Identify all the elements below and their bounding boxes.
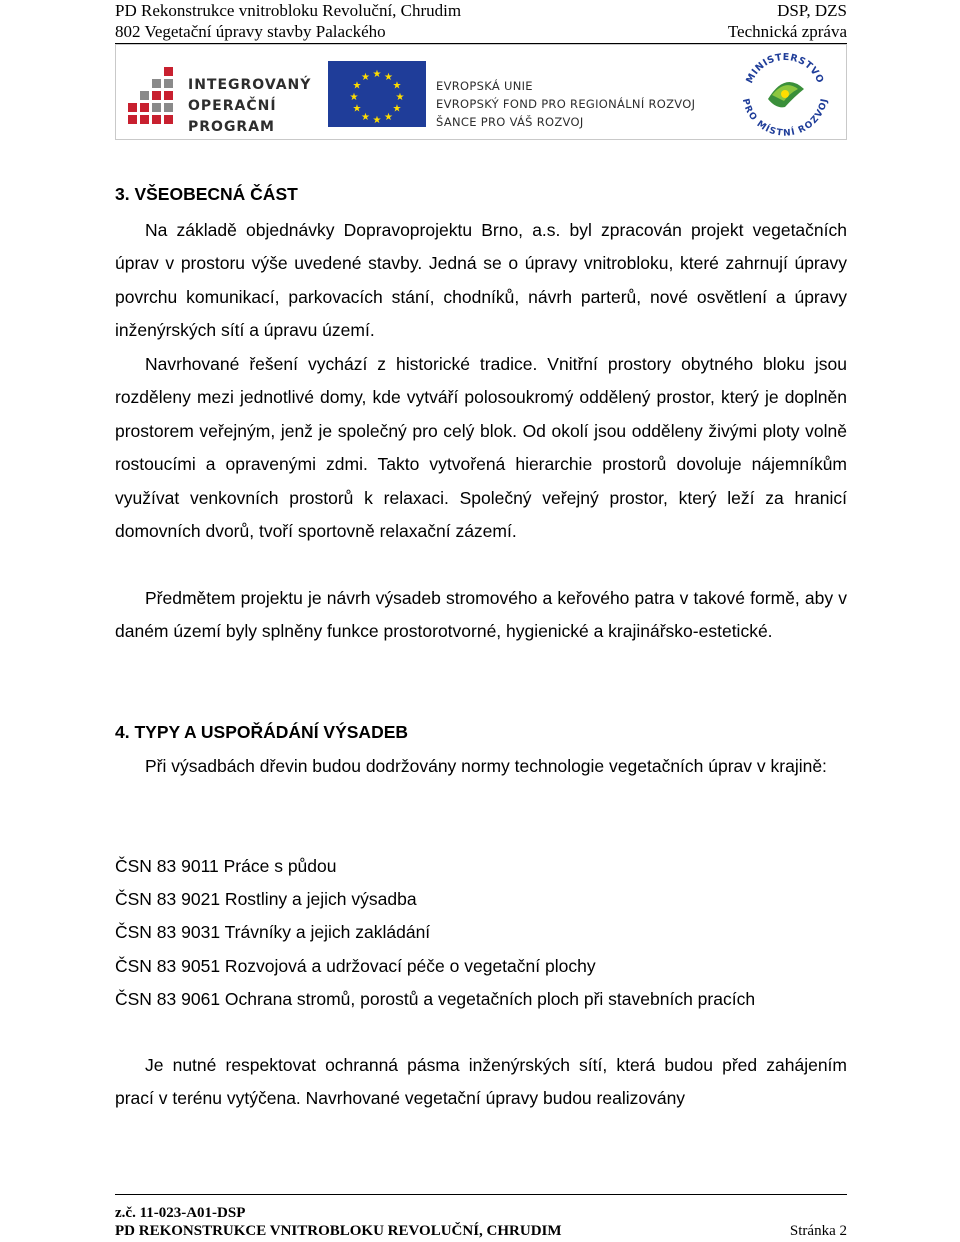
iop-line-1: INTEGROVANÝ <box>188 77 312 93</box>
mmr-logo <box>738 49 832 137</box>
svg-text:★: ★ <box>349 92 359 103</box>
svg-text:★: ★ <box>352 80 362 92</box>
standard-item: ČSN 83 9051 Rozvojová a udržovací péče o vegetační plochy <box>115 956 596 976</box>
standard-item: ČSN 83 9021 Rostliny a jejich výsadba <box>115 889 417 909</box>
standard-item: ČSN 83 9061 Ochrana stromů, porostů a vegetačních ploch při stavebních pracích <box>115 989 756 1009</box>
section-3-paragraph-2-text: Navrhované řešení vychází z historické tradice. Vnitřní prostory obytného bloku jsou rozděleny mezi jednotlivé domy, kde vytváří polosoukromý oddělený prostor, který je doplněn prostorem veřejným, jenž je společný pro celý blok. Od okolí jsou odděleny živými ploty volně rostoucími a opravenými zdmi. Takto vytvořená hierarchie prostorů dovoluje nájemníkům využívat venkovních prostorů k relaxaci. Společný veřejný prostor, který leží za hranicí domovních dvorů, tvoří sportovně relaxační zázemí. <box>115 354 847 542</box>
eu-line-1: EVROPSKÁ UNIE <box>436 79 533 93</box>
page-header <box>115 0 847 44</box>
standard-item: ČSN 83 9031 Trávníky a jejich zakládání <box>115 922 431 942</box>
section-3-heading: 3. VŠEOBECNÁ ČÁST <box>115 184 298 204</box>
section-3-paragraph-3-text: Předmětem projektu je návrh výsadeb stromového a keřového patra v takové formě, aby v daném území byly splněny funkce prostorotvorné, hygienické a krajinářsko-estetické. <box>115 588 847 642</box>
mmr-bottom-text: PRO MÍSTNÍ ROZVOJ <box>739 97 831 137</box>
svg-text:★: ★ <box>352 103 362 115</box>
svg-text:MINISTERSTVO <box>744 52 825 85</box>
svg-text:★: ★ <box>395 92 405 103</box>
footer-project-code: z.č. 11-023-A01-DSP <box>115 1205 246 1221</box>
eu-line-3: ŠANCE PRO VÁŠ ROZVOJ <box>436 115 584 129</box>
svg-text:★: ★ <box>392 80 402 92</box>
iop-line-3: PROGRAM <box>188 119 275 135</box>
svg-text:★: ★ <box>384 112 393 123</box>
section-3-paragraph-1 <box>115 214 847 348</box>
svg-text:★: ★ <box>392 103 402 115</box>
section-4-heading: 4. TYPY A USPOŘÁDÁNÍ VÝSADEB <box>115 722 409 742</box>
svg-text:★: ★ <box>372 115 382 126</box>
mmr-top-text: MINISTERSTVO <box>744 51 826 86</box>
header-project-title: PD Rekonstrukce vnitrobloku Revoluční, Chrudim <box>115 1 462 20</box>
svg-text:★: ★ <box>361 72 370 83</box>
iop-logo-mark <box>128 63 184 125</box>
svg-text:★: ★ <box>361 112 370 123</box>
standard-item: ČSN 83 9011 Práce s půdou <box>115 856 337 876</box>
section-3-paragraph-3 <box>115 582 847 649</box>
section-4-paragraph-2-text: Je nutné respektovat ochranná pásma inženýrských sítí, která budou před zahájením prací v terénu vytýčena. Navrhované vegetační úpravy budou realizovány <box>115 1055 847 1109</box>
svg-text:★: ★ <box>384 72 393 83</box>
eu-flag-icon <box>328 61 426 127</box>
iop-line-2: OPERAČNÍ <box>188 98 277 114</box>
section-3-paragraph-2 <box>115 348 847 548</box>
eu-line-2: EVROPSKÝ FOND PRO REGIONÁLNÍ ROZVOJ <box>436 97 696 111</box>
header-subproject: 802 Vegetační úpravy stavby Palackého <box>115 22 386 41</box>
svg-text:★: ★ <box>372 69 382 80</box>
footer-project-name: PD REKONSTRUKCE VNITROBLOKU REVOLUČNÍ, CHRUDIM <box>115 1223 562 1239</box>
section-4-paragraph-2 <box>115 1049 847 1116</box>
header-doc-stage: DSP, DZS <box>777 1 847 20</box>
header-doc-type: Technická zpráva <box>727 22 847 41</box>
iop-logo <box>128 63 312 135</box>
section-3-paragraph-1-text: Na základě objednávky Dopravoprojektu Brno, a.s. byl zpracován projekt vegetačních úprav v prostoru výše uvedené stavby. Jedná se o úpravy vnitrobloku, které zahrnují úpravy povrchu komunikací, parkovacích stání, chodníků, návrh parterů, nové osvětlení a úpravy inženýrských sítí a úpravu území. <box>115 220 847 341</box>
logo-bar <box>115 44 847 140</box>
footer-page-number: Stránka 2 <box>789 1223 847 1239</box>
eu-stars <box>328 61 426 127</box>
page-footer <box>115 1194 847 1242</box>
eu-logo-text <box>436 77 695 131</box>
section-4-paragraph-1-text: Při výsadbách dřevin budou dodržovány normy technologie vegetačních úprav v krajině: <box>145 756 827 776</box>
section-4-paragraph-1 <box>115 750 847 783</box>
